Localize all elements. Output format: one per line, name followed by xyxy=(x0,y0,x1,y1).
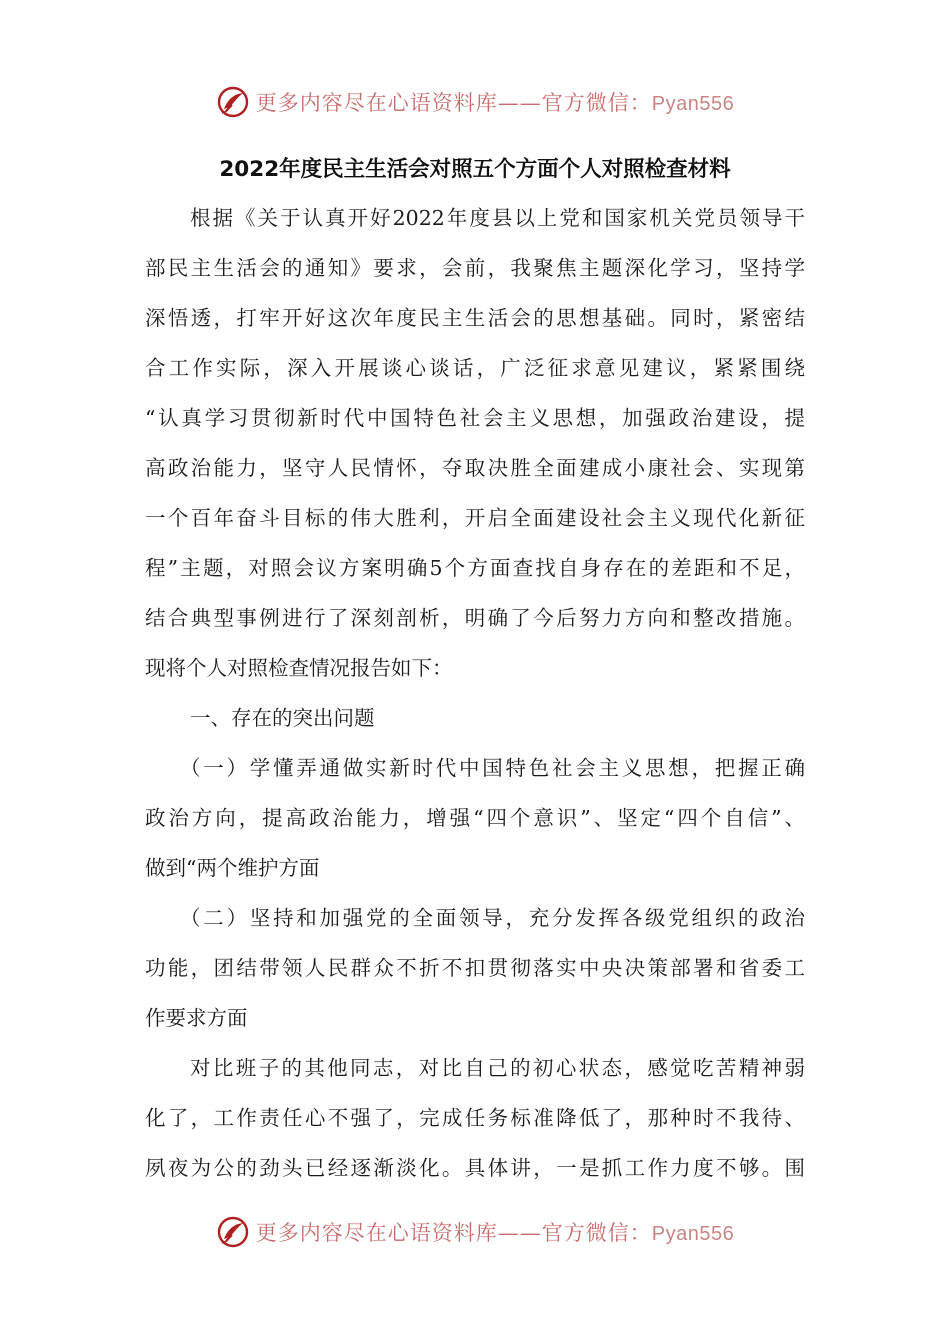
pen-logo-icon xyxy=(216,1215,250,1249)
body-line: 程”主题，对照会议方案明确5个方面查找自身存在的差距和不足， xyxy=(145,556,805,580)
body-line: 根据《关于认真开好2022年度县以上党和国家机关党员领导干 xyxy=(190,206,805,230)
pen-logo-icon xyxy=(216,85,250,119)
body-line: 化了，工作责任心不强了，完成任务标准降低了，那种时不我待、 xyxy=(145,1106,805,1130)
watermark-wechat-id: Pyan556 xyxy=(651,1223,735,1245)
watermark-prefix: 更多内容尽在心语资料库——官方微信： xyxy=(255,91,652,115)
watermark-text xyxy=(256,1217,734,1247)
subsection-heading-cont: 作要求方面 xyxy=(145,1006,248,1030)
watermark-prefix: 更多内容尽在心语资料库——官方微信： xyxy=(255,1221,652,1245)
body-line: 现将个人对照检查情况报告如下： xyxy=(145,656,453,680)
subsection-heading-cont: 做到“两个维护方面 xyxy=(145,856,320,880)
watermark-banner-bottom xyxy=(0,1212,950,1252)
subsection-heading-cont: 政治方向，提高政治能力，增强“四个意识”、坚定“四个自信”、 xyxy=(145,806,805,830)
body-line: 对比班子的其他同志，对比自己的初心状态，感觉吃苦精神弱 xyxy=(190,1056,805,1080)
subsection-heading-cont: 功能，团结带领人民群众不折不扣贯彻落实中央决策部署和省委工 xyxy=(145,956,805,980)
body-line: 夙夜为公的劲头已经逐渐淡化。具体讲，一是抓工作力度不够。围 xyxy=(145,1156,805,1180)
body-line: 深悟透，打牢开好这次年度民主生活会的思想基础。同时，紧密结 xyxy=(145,306,805,330)
subsection-heading: （一）学懂弄通做实新时代中国特色社会主义思想，把握正确 xyxy=(180,756,805,780)
body-line: 合工作实际，深入开展谈心谈话，广泛征求意见建议，紧紧围绕 xyxy=(145,356,805,380)
watermark-wechat-id: Pyan556 xyxy=(651,93,735,115)
body-line: 一个百年奋斗目标的伟大胜利，开启全面建设社会主义现代化新征 xyxy=(145,506,805,530)
watermark-text xyxy=(256,87,734,117)
body-line: 高政治能力，坚守人民情怀，夺取决胜全面建成小康社会、实现第 xyxy=(145,456,805,480)
watermark-banner-top xyxy=(0,82,950,122)
section-heading: 一、存在的突出问题 xyxy=(190,706,375,730)
document-title: 2022年度民主生活会对照五个方面个人对照检查材料 xyxy=(219,157,731,182)
body-line: 部民主生活会的通知》要求，会前，我聚焦主题深化学习，坚持学 xyxy=(145,256,805,280)
body-line: “认真学习贯彻新时代中国特色社会主义思想，加强政治建设，提 xyxy=(145,406,805,430)
subsection-heading: （二）坚持和加强党的全面领导，充分发挥各级党组织的政治 xyxy=(180,906,805,930)
body-line: 结合典型事例进行了深刻剖析，明确了今后努力方向和整改措施。 xyxy=(145,606,805,630)
